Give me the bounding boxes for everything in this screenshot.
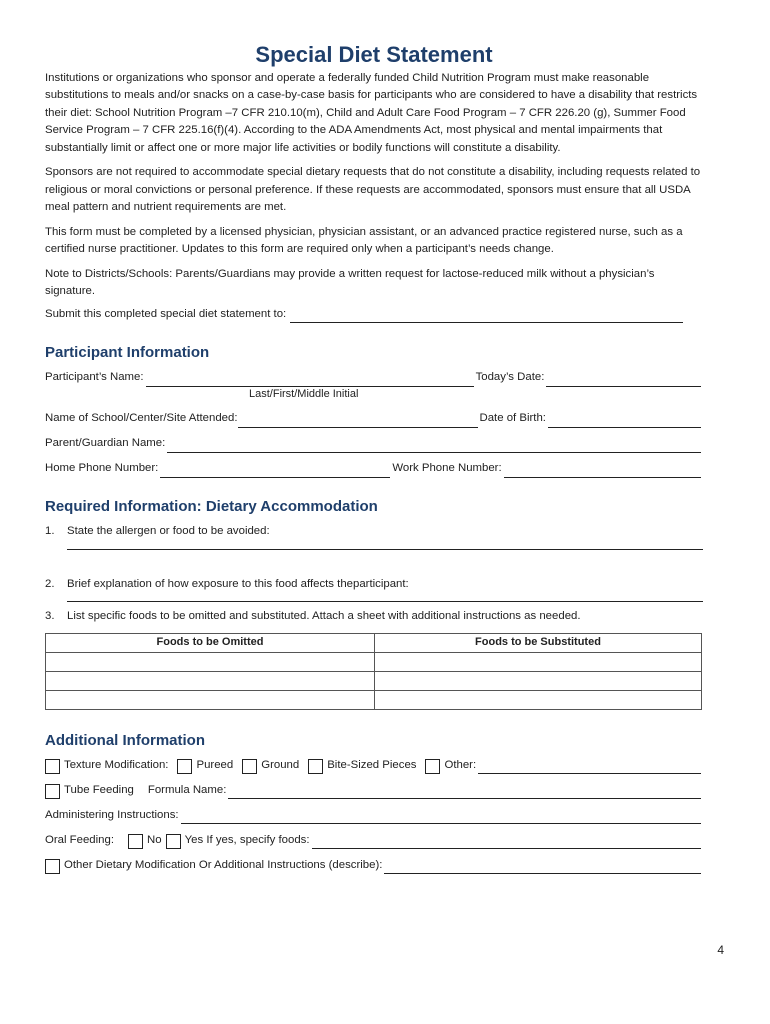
other-modification-label: Other Dietary Modification Or Additional Instructions (describe): xyxy=(64,858,383,871)
ground-checkbox[interactable] xyxy=(242,759,257,774)
oral-yes-checkbox[interactable] xyxy=(166,834,181,849)
q2-number: 2. xyxy=(45,577,55,590)
submit-to-field[interactable] xyxy=(290,308,683,323)
q2-answer-field[interactable] xyxy=(67,593,703,602)
home-phone-label: Home Phone Number: xyxy=(45,462,159,474)
page-title: Special Diet Statement xyxy=(255,42,493,67)
dietary-heading: Required Information: Dietary Accommodation xyxy=(45,497,378,515)
q2-label: Brief explanation of how exposure to this food affects theparticipant: xyxy=(67,577,409,590)
bite-sized-label: Bite-Sized Pieces xyxy=(327,758,417,771)
bite-sized-checkbox[interactable] xyxy=(308,759,323,774)
ground-label: Ground xyxy=(261,758,300,771)
work-phone-label: Work Phone Number: xyxy=(392,462,502,474)
other-checkbox[interactable] xyxy=(425,759,440,774)
dob-field[interactable] xyxy=(548,414,701,428)
texture-label: Texture Modification: xyxy=(64,758,169,771)
other-modification-checkbox[interactable] xyxy=(45,859,60,874)
formula-name-label: Formula Name: xyxy=(147,783,227,796)
school-label: Name of School/Center/Site Attended: xyxy=(45,412,238,424)
todays-date-label: Today’s Date: xyxy=(475,371,545,383)
administering-label: Administering Instructions: xyxy=(45,808,179,821)
intro-paragraph-3: This form must be completed by a licensed physician, physician assistant, or an advanced practice registered nurse, such as a certified nurse practitioner. Updates to this form are required only when a participant’s needs change. xyxy=(45,225,683,255)
q3-number: 3. xyxy=(45,610,55,622)
oral-no-label: No xyxy=(147,833,162,846)
guardian-field[interactable] xyxy=(167,439,701,453)
omitted-cell[interactable] xyxy=(46,690,375,709)
q1-number: 1. xyxy=(45,525,55,537)
substituted-cell[interactable] xyxy=(375,671,702,690)
oral-feeding-label: Oral Feeding: xyxy=(45,833,115,846)
tube-feeding-label: Tube Feeding xyxy=(64,783,134,796)
q1-label: State the allergen or food to be avoided: xyxy=(67,525,270,537)
texture-checkbox[interactable] xyxy=(45,759,60,774)
omitted-cell[interactable] xyxy=(46,671,375,690)
substituted-cell[interactable] xyxy=(375,690,702,709)
col-omitted-header: Foods to be Omitted xyxy=(46,633,375,652)
page-number: 4 xyxy=(717,943,724,957)
col-substituted-header: Foods to be Substituted xyxy=(375,633,702,652)
tube-feeding-checkbox[interactable] xyxy=(45,784,60,799)
q3-label: List specific foods to be omitted and substituted. Attach a sheet with additional instructions as needed. xyxy=(67,610,581,622)
intro-paragraph-2: Sponsors are not required to accommodate special dietary requests that do not constitute a disability, including requests related to religious or moral convictions or personal preference. If these requests are accommodated, sponsors must ensure that all USDA meal pattern and nutrient requirements are met. xyxy=(45,166,701,213)
intro-paragraph-1: Institutions or organizations who sponsor and operate a federally funded Child Nutrition Program must make reasonable substitutions to meals and/or snacks on a case-by-case basis for participants who are considered to have a disability that restricts their diet: School Nutrition Program –7 CFR 210.10(m), Child and Adult Care Food Program – 7 CFR 226.20 (g), Summer Food Service Program – 7 CFR 225.16(f)(4). According to the ADA Amendments Act, most physical and mental impairments that substantially limit or affect one or more major life activities or bodily functions will constitute a disability. xyxy=(45,71,698,154)
school-field[interactable] xyxy=(238,414,478,428)
name-hint: Last/First/Middle Initial xyxy=(249,387,359,400)
home-phone-field[interactable] xyxy=(160,464,390,478)
participant-name-label: Participant’s Name: xyxy=(45,371,144,383)
oral-no-checkbox[interactable] xyxy=(128,834,143,849)
work-phone-field[interactable] xyxy=(504,464,701,478)
other-label: Other: xyxy=(444,758,477,771)
submit-to-row xyxy=(45,306,703,324)
substituted-cell[interactable] xyxy=(375,652,702,671)
submit-to-label: Submit this completed special diet statement to: xyxy=(45,307,287,320)
oral-foods-field[interactable] xyxy=(312,835,701,849)
oral-yes-label: Yes If yes, specify foods: xyxy=(184,833,310,846)
form-page xyxy=(45,42,703,874)
other-modification-field[interactable] xyxy=(384,860,701,874)
omitted-cell[interactable] xyxy=(46,652,375,671)
participant-heading: Participant Information xyxy=(45,344,210,361)
q1-answer-field[interactable] xyxy=(67,541,703,550)
participant-name-field[interactable] xyxy=(146,373,474,387)
guardian-label: Parent/Guardian Name: xyxy=(45,437,166,449)
foods-table xyxy=(45,633,702,710)
pureed-checkbox[interactable] xyxy=(177,759,192,774)
pureed-label: Pureed xyxy=(196,758,234,771)
formula-name-field[interactable] xyxy=(228,785,701,799)
additional-heading: Additional Information xyxy=(45,731,205,749)
dob-label: Date of Birth: xyxy=(479,412,546,424)
intro-paragraph-4: Note to Districts/Schools: Parents/Guardians may provide a written request for lactose-reduced milk without a physician’s signature. xyxy=(45,267,655,297)
administering-field[interactable] xyxy=(181,810,701,824)
other-field[interactable] xyxy=(478,760,701,774)
todays-date-field[interactable] xyxy=(546,373,701,387)
